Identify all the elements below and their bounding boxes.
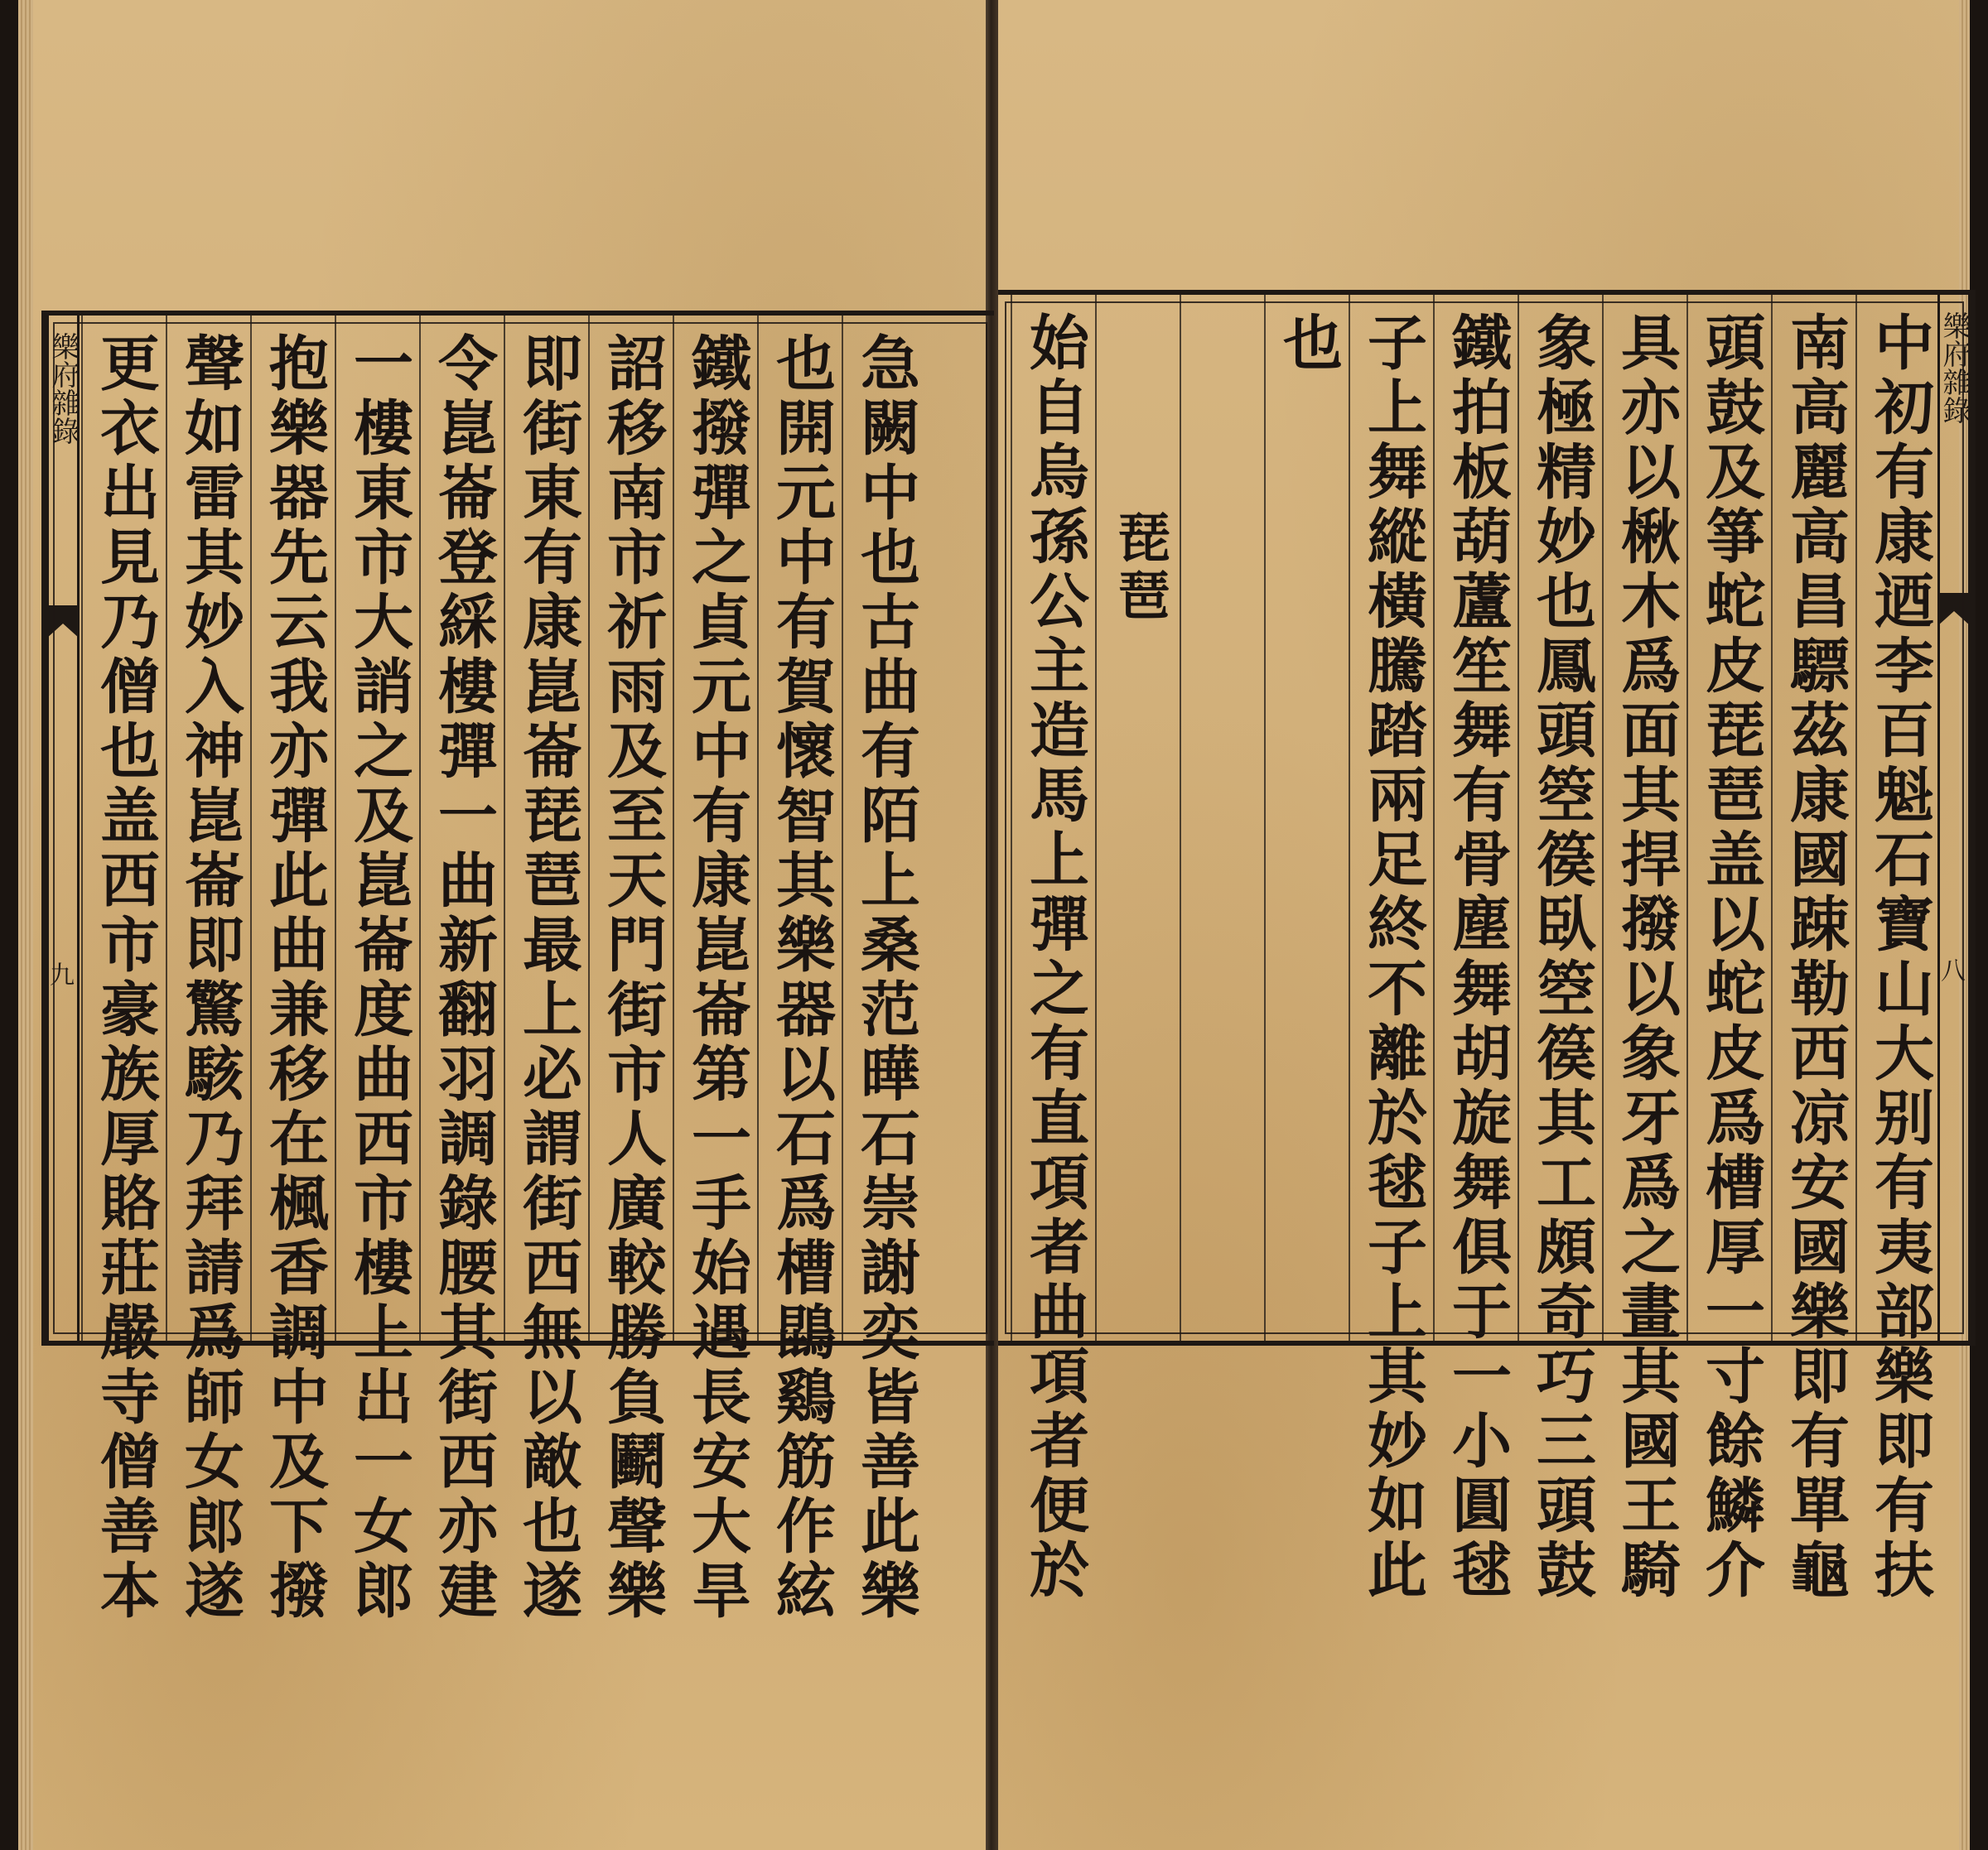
column-text: 鐵撥彈之貞元中有康崑崙第一手始遇長安大旱	[682, 332, 752, 1624]
text-column	[1095, 295, 1180, 1341]
column-text: 也開元中有賀懷智其樂器以石爲槽鵾鷄筋作絃	[766, 332, 837, 1624]
text-column	[1602, 295, 1686, 1603]
text-column	[1518, 295, 1602, 1603]
text-column	[842, 316, 926, 1624]
left-page-frame	[41, 311, 994, 1624]
column-text: 一樓東市大誚之及崑崙度曲西市樓上出一女郎	[344, 332, 414, 1624]
text-column	[1433, 295, 1518, 1603]
column-text: 具亦以楸木爲面其捍撥以象牙爲之畫其國王騎	[1611, 311, 1682, 1603]
left-banxin	[46, 316, 80, 1341]
text-column	[757, 316, 842, 1624]
column-text: 也	[1273, 311, 1344, 376]
text-column	[1264, 295, 1349, 1341]
column-text: 象極精妙也鳳頭箜篌臥箜篌其工頗奇巧三頭鼓	[1527, 311, 1597, 1603]
text-column	[335, 316, 419, 1624]
section-heading: 琵琶	[1108, 510, 1170, 626]
text-column	[1180, 295, 1264, 1341]
text-column	[250, 316, 335, 1624]
right-banxin	[1937, 295, 1971, 1341]
column-text: 即街東有康崑崙琵琶最上必謂街西無以敵也遂	[513, 332, 583, 1624]
fishtail-icon	[1937, 593, 1971, 626]
text-column	[673, 316, 757, 1624]
column-text: 抱樂器先云我亦彈此曲兼移在楓香調中及下撥	[259, 332, 330, 1624]
text-column	[588, 316, 673, 1624]
column-text: 更衣出見乃僧也盖西市豪族厚賂莊嚴寺僧善本	[90, 332, 161, 1624]
left-banxin-page-number: 九	[45, 961, 74, 986]
left-banxin-title: 樂府雜錄	[46, 332, 80, 445]
text-column	[166, 316, 250, 1624]
text-column	[81, 316, 166, 1624]
left-page	[33, 0, 986, 1850]
column-text: 南高麗高昌驃茲康國踈勒西凉安國樂即有單龜	[1780, 311, 1850, 1603]
column-text: 鐵拍板葫蘆笙舞有骨塵舞胡旋舞俱于一小圓毬	[1442, 311, 1513, 1603]
text-column	[419, 316, 504, 1624]
column-text: 急闕中也古曲有陌上桑范曄石崇謝奕皆善此樂	[851, 332, 921, 1624]
right-page	[998, 0, 1971, 1850]
text-column	[1771, 295, 1855, 1603]
text-column	[1349, 295, 1433, 1603]
right-page-frame	[998, 290, 1976, 1603]
column-text: 始自烏孫公主造馬上彈之有直項者曲項者便於	[1020, 311, 1090, 1603]
column-text: 子上舞縱橫騰踏兩足終不離於毬子上其妙如此	[1358, 311, 1428, 1603]
text-column	[1855, 295, 1938, 1603]
column-text: 中初有康迺李百魁石寶山大别有夷部樂即有扶	[1865, 311, 1935, 1603]
text-column	[504, 316, 588, 1624]
column-text: 頭鼓及箏蛇皮琵琶盖以蛇皮爲槽厚一寸餘鱗介	[1696, 311, 1766, 1603]
right-banxin-page-number: 八	[1936, 957, 1965, 982]
column-text: 令崑崙登綵樓彈一曲新翻羽調錄腰其街西亦建	[428, 332, 499, 1624]
text-column	[1011, 295, 1095, 1603]
left-page-edge	[18, 0, 33, 1850]
text-column	[1686, 295, 1771, 1603]
column-text: 詔移南市祈雨及至天門街市人廣較勝負鬬聲樂	[597, 332, 668, 1624]
column-text: 聲如雷其妙入神崑崙即驚駭乃拜請爲師女郎遂	[175, 332, 245, 1624]
right-banxin-title: 樂府雜錄	[1937, 311, 1971, 424]
fishtail-icon	[46, 605, 80, 638]
